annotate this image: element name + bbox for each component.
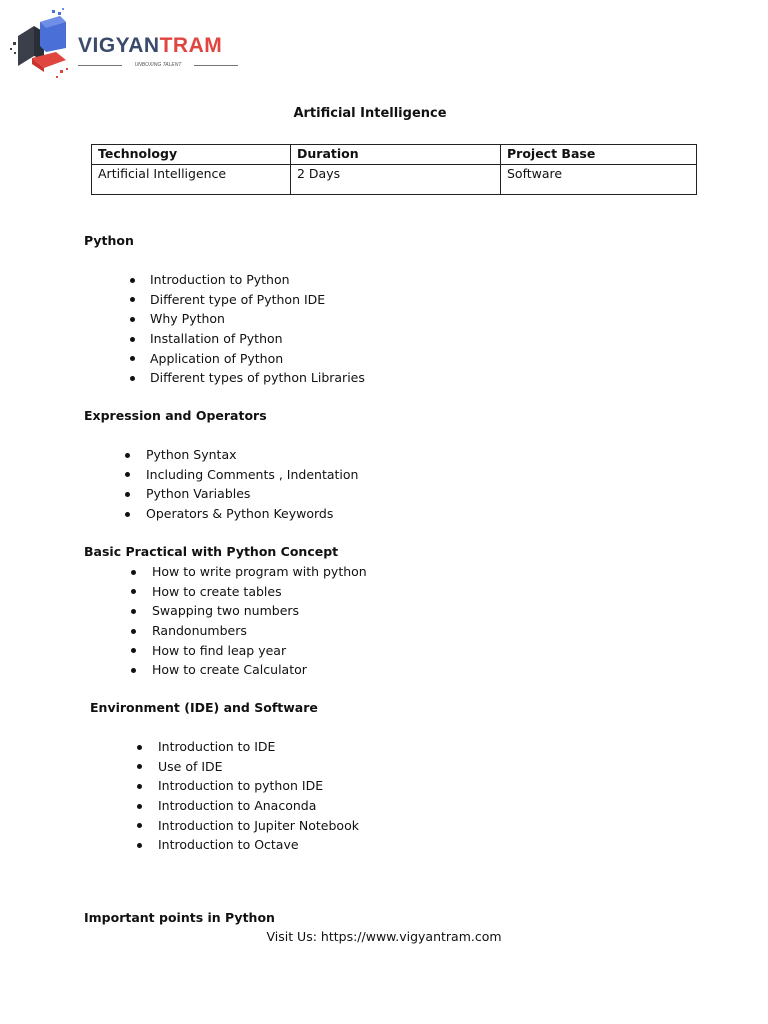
table-cell: 2 Days xyxy=(291,165,501,195)
list-item xyxy=(150,329,365,349)
list-item-text: Swapping two numbers xyxy=(152,603,300,619)
list-item xyxy=(150,309,365,329)
list-item-text: Randonumbers xyxy=(152,623,247,639)
list-item-text: Introduction to Jupiter Notebook xyxy=(158,817,359,833)
list-item-text: Introduction to Python xyxy=(150,272,290,287)
brand-name-part1: VIGYAN xyxy=(78,34,160,57)
bullet-icon xyxy=(137,843,142,848)
bullet-icon xyxy=(130,356,135,361)
section-heading-python: Python xyxy=(84,233,134,248)
cube-logo-icon xyxy=(10,8,72,82)
list-item-text: Introduction to Anaconda xyxy=(158,798,317,814)
list-item xyxy=(158,757,359,777)
list-item-text: How to create Calculator xyxy=(152,662,307,678)
bullet-icon xyxy=(131,648,136,653)
list-item xyxy=(152,660,367,680)
list-item xyxy=(158,816,359,836)
section-heading-basic-practical: Basic Practical with Python Concept xyxy=(84,544,339,559)
list-item xyxy=(150,349,365,369)
bullet-icon xyxy=(130,278,135,283)
brand-tagline: UNBOXING TALENT xyxy=(78,60,238,70)
list-item xyxy=(152,582,367,602)
bullet-icon xyxy=(130,337,135,342)
table-cell: Artificial Intelligence xyxy=(92,165,291,195)
company-logo xyxy=(10,8,250,82)
bullet-icon xyxy=(125,492,130,497)
list-item-text: Different type of Python IDE xyxy=(150,291,326,307)
list-item-text: Application of Python xyxy=(150,350,284,366)
list-item xyxy=(152,562,367,582)
list-item-text: Operators & Python Keywords xyxy=(146,506,334,522)
bullet-icon xyxy=(125,453,130,458)
list-item-text: Use of IDE xyxy=(158,758,223,774)
bullet-icon xyxy=(125,512,130,517)
bullet-icon xyxy=(137,804,142,809)
list-item xyxy=(158,776,359,796)
bullet-icon xyxy=(125,472,130,477)
list-item xyxy=(152,601,367,621)
brand-name xyxy=(78,34,222,58)
bullet-icon xyxy=(131,589,136,594)
course-info-table xyxy=(91,144,697,195)
table-header-cell: Technology xyxy=(92,145,291,165)
bullet-icon xyxy=(131,570,136,575)
list-item xyxy=(146,504,358,524)
bullet-icon xyxy=(137,823,142,828)
bullet-icon xyxy=(131,609,136,614)
section-heading-important-points: Important points in Python xyxy=(84,910,275,925)
list-item xyxy=(158,737,359,757)
table-cell: Software xyxy=(501,165,697,195)
bullet-icon xyxy=(130,376,135,381)
list-item xyxy=(146,445,358,465)
list-item-text: Why Python xyxy=(150,311,225,327)
list-item-text: Including Comments , Indentation xyxy=(146,466,359,482)
document-title: Artificial Intelligence xyxy=(293,106,447,121)
list-item-text: How to create tables xyxy=(152,583,282,599)
bullet-icon xyxy=(137,745,142,750)
section-heading-environment: Environment (IDE) and Software xyxy=(90,700,318,715)
list-item xyxy=(152,621,367,641)
bullet-icon xyxy=(130,317,135,322)
list-item xyxy=(158,835,359,855)
bullet-list-basic-practical xyxy=(152,562,367,680)
list-item-text: Python Variables xyxy=(146,486,251,502)
list-item-text: Different types of python Libraries xyxy=(150,370,365,386)
list-item xyxy=(146,465,358,485)
list-item xyxy=(150,290,365,310)
list-item xyxy=(146,484,358,504)
bullet-list-expressions xyxy=(146,445,358,524)
list-item xyxy=(150,270,365,290)
bullet-icon xyxy=(137,784,142,789)
table-header-row xyxy=(92,145,697,165)
footer-website: Visit Us: https://www.vigyantram.com xyxy=(266,929,502,944)
bullet-list-environment xyxy=(158,737,359,855)
bullet-icon xyxy=(137,764,142,769)
bullet-icon xyxy=(131,629,136,634)
list-item xyxy=(158,796,359,816)
list-item xyxy=(152,641,367,661)
list-item xyxy=(150,368,365,388)
table-row xyxy=(92,165,697,195)
table-header-cell: Duration xyxy=(291,145,501,165)
list-item-text: How to find leap year xyxy=(152,642,287,658)
list-item-text: Introduction to IDE xyxy=(158,739,276,754)
table-header-cell: Project Base xyxy=(501,145,697,165)
brand-name-part2: TRAM xyxy=(159,34,223,57)
list-item-text: Python Syntax xyxy=(146,447,237,462)
list-item-text: How to write program with python xyxy=(152,564,367,579)
section-heading-expressions: Expression and Operators xyxy=(84,408,267,423)
bullet-icon xyxy=(131,668,136,673)
list-item-text: Installation of Python xyxy=(150,331,283,347)
bullet-list-python xyxy=(150,270,365,388)
bullet-icon xyxy=(130,297,135,302)
list-item-text: Introduction to python IDE xyxy=(158,778,324,794)
list-item-text: Introduction to Octave xyxy=(158,837,299,853)
